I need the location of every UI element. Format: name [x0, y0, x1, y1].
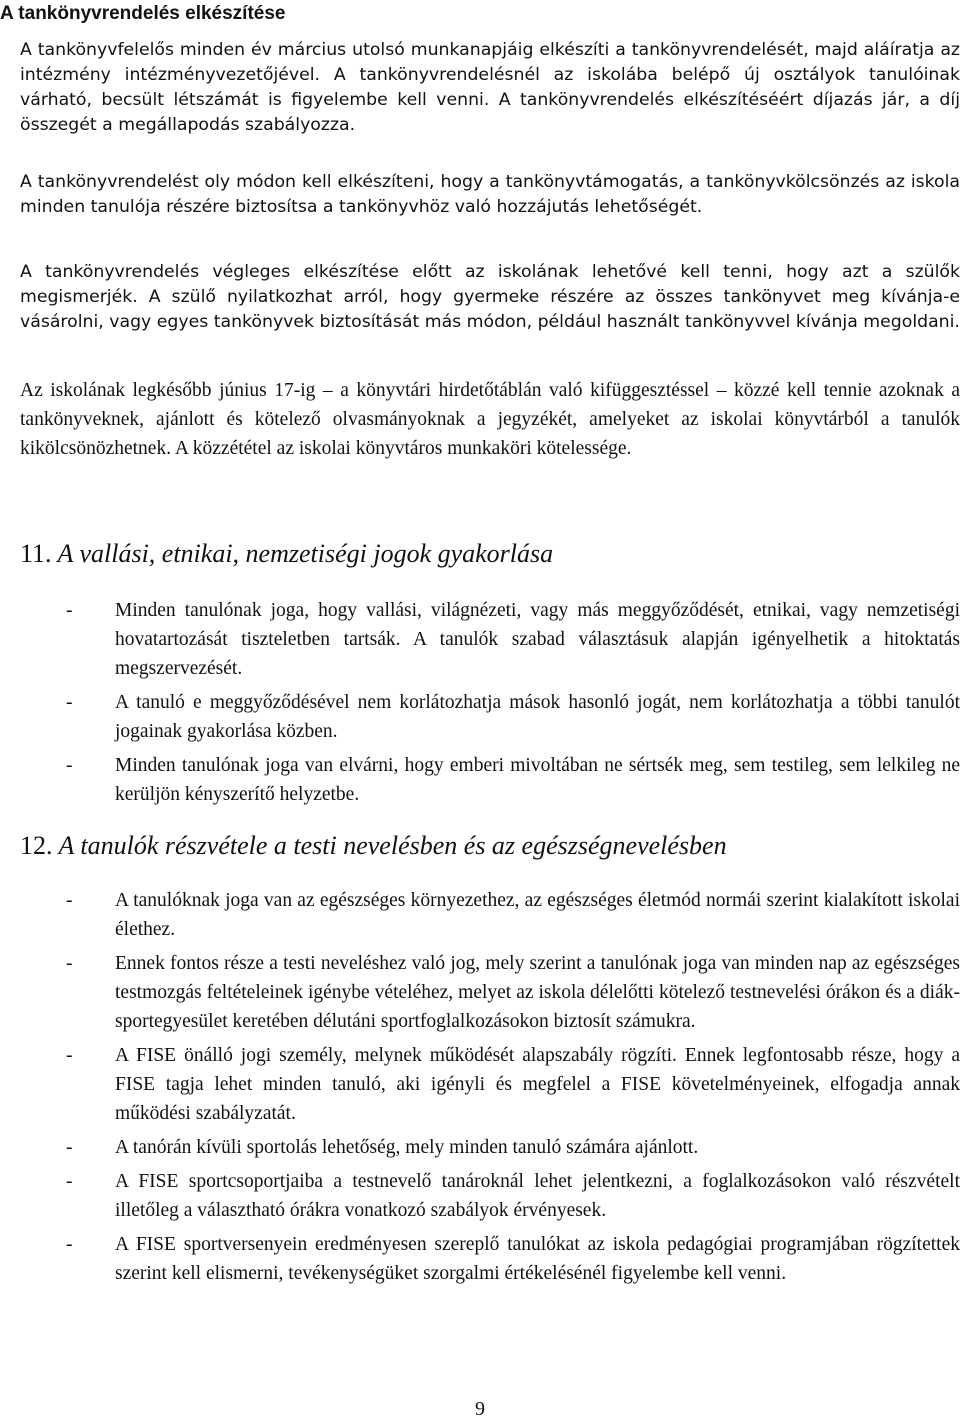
intro-paragraph-4: Az iskolának legkésőbb június 17-ig – a könyvtári hirdetőtáblán való kifüggesztéssel – közzé kell tennie azoknak a tankönyveknek, ajánlott és kötelező olvasmányoknak a jegyzékét, amelyeket az iskolai könyvtárból a tanulók kikölcsönözhetnek. A közzététel az iskolai könyvtáros munkaköri kötelessége.: [20, 380, 960, 459]
bullet-dash: -: [66, 755, 73, 776]
section-title-11: [20, 538, 553, 570]
intro-paragraph-3: A tankönyvrendelés végleges elkészítése előtt az iskolának lehetővé kell tenni, hogy azt a szülők megismerjék. A szülő nyilatkozhat arról, hogy gyermeke részére az összes tankönyvet meg kívánja-e vásárolni, vagy egyes tankönyvek biztosítását más módon, például használt tankönyvvel kívánja megoldani.: [20, 262, 960, 332]
page-heading: A tankönyvrendelés elkészítése: [0, 3, 286, 24]
list-item: [66, 751, 960, 809]
bullet-dash: -: [66, 1234, 73, 1255]
list-item-text: A tanulóknak joga van az egészséges környezethez, az egészséges életmód normái szerint kialakított iskolai élethez.: [115, 890, 960, 940]
section-title-12: [20, 830, 727, 862]
section-11-list: [66, 596, 960, 814]
list-item: [66, 596, 960, 683]
intro-paragraph-1: A tankönyvfelelős minden év március utolsó munkanapjáig elkészíti a tankönyvrendelését, majd aláíratja az intézmény intézményvezetőjével. A tankönyvrendelésnél az iskolába belépő új osztályok tanulóinak várható, becsült létszámát is figyelembe kell venni. A tankönyvrendelés elkészítéséért díjazás jár, a díj összegét a megállapodás szabályozza.: [20, 40, 960, 135]
list-item: [66, 1133, 960, 1162]
list-item-text: A tanuló e meggyőződésével nem korlátozhatja mások hasonló jogát, nem korlátozhatja a többi tanulót jogainak gyakorlása közben.: [115, 692, 960, 742]
bullet-dash: -: [66, 953, 73, 974]
section-number: 12.: [20, 831, 53, 860]
section-title-text: A vallási, etnikai, nemzetiségi jogok gyakorlása: [57, 539, 554, 568]
list-item: [66, 1167, 960, 1225]
list-item-text: Ennek fontos része a testi neveléshez való jog, mely szerint a tanulónak joga van minden nap az egészséges testmozgás feltételeinek igénybe vételéhez, melyet az iskola délelőtti kötelező testnevelési órákon és a diák-sportegyesület keretében délutáni sportfoglalkozásokon biztosít számukra.: [115, 953, 960, 1032]
bullet-dash: -: [66, 692, 73, 713]
bullet-dash: -: [66, 1171, 73, 1192]
list-item: [66, 1230, 960, 1288]
list-item-text: A FISE sportversenyein eredményesen szereplő tanulókat az iskola pedagógiai programjában rögzítettek szerint kell elismerni, tevékenységüket szorgalmi értékelésénél figyelembe kell venni.: [115, 1234, 960, 1284]
intro-paragraph-2: A tankönyvrendelést oly módon kell elkészíteni, hogy a tankönyvtámogatás, a tankönyvkölcsönzés az iskola minden tanulója részére biztosítsa a tankönyvhöz való hozzájutás lehetőségét.: [20, 172, 960, 217]
bullet-dash: -: [66, 600, 73, 621]
list-item: [66, 688, 960, 746]
list-item: [66, 1041, 960, 1128]
section-number: 11.: [20, 539, 52, 568]
page-number: 9: [475, 1398, 485, 1420]
section-12-list: [66, 886, 960, 1293]
list-item-text: A tanórán kívüli sportolás lehetőség, mely minden tanuló számára ajánlott.: [115, 1137, 699, 1158]
list-item: [66, 886, 960, 944]
bullet-dash: -: [66, 1137, 73, 1158]
list-item: [66, 949, 960, 1036]
bullet-dash: -: [66, 890, 73, 911]
section-title-text: A tanulók részvétele a testi nevelésben és az egészségnevelésben: [58, 831, 727, 860]
list-item-text: A FISE önálló jogi személy, melynek működését alapszabály rögzíti. Ennek legfontosabb része, hogy a FISE tagja lehet minden tanuló, aki igényli és megfelel a FISE követelményeinek, elfogadja annak működési szabályzatát.: [115, 1045, 960, 1124]
bullet-dash: -: [66, 1045, 73, 1066]
list-item-text: Minden tanulónak joga, hogy vallási, világnézeti, vagy más meggyőződését, etnikai, vagy nemzetiségi hovatartozását tiszteletben tartsák. A tanulók szabad választásuk alapján igényelhetik a hitoktatás megszervezését.: [115, 600, 960, 679]
list-item-text: A FISE sportcsoportjaiba a testnevelő tanároknál lehet jelentkezni, a foglalkozásokon való részvételt illetőleg a választható órákra vonatkozó szabályok érvényesek.: [115, 1171, 960, 1221]
list-item-text: Minden tanulónak joga van elvárni, hogy emberi mivoltában ne sértsék meg, sem testileg, sem lelkileg ne kerüljön kényszerítő helyzetbe.: [115, 755, 960, 805]
